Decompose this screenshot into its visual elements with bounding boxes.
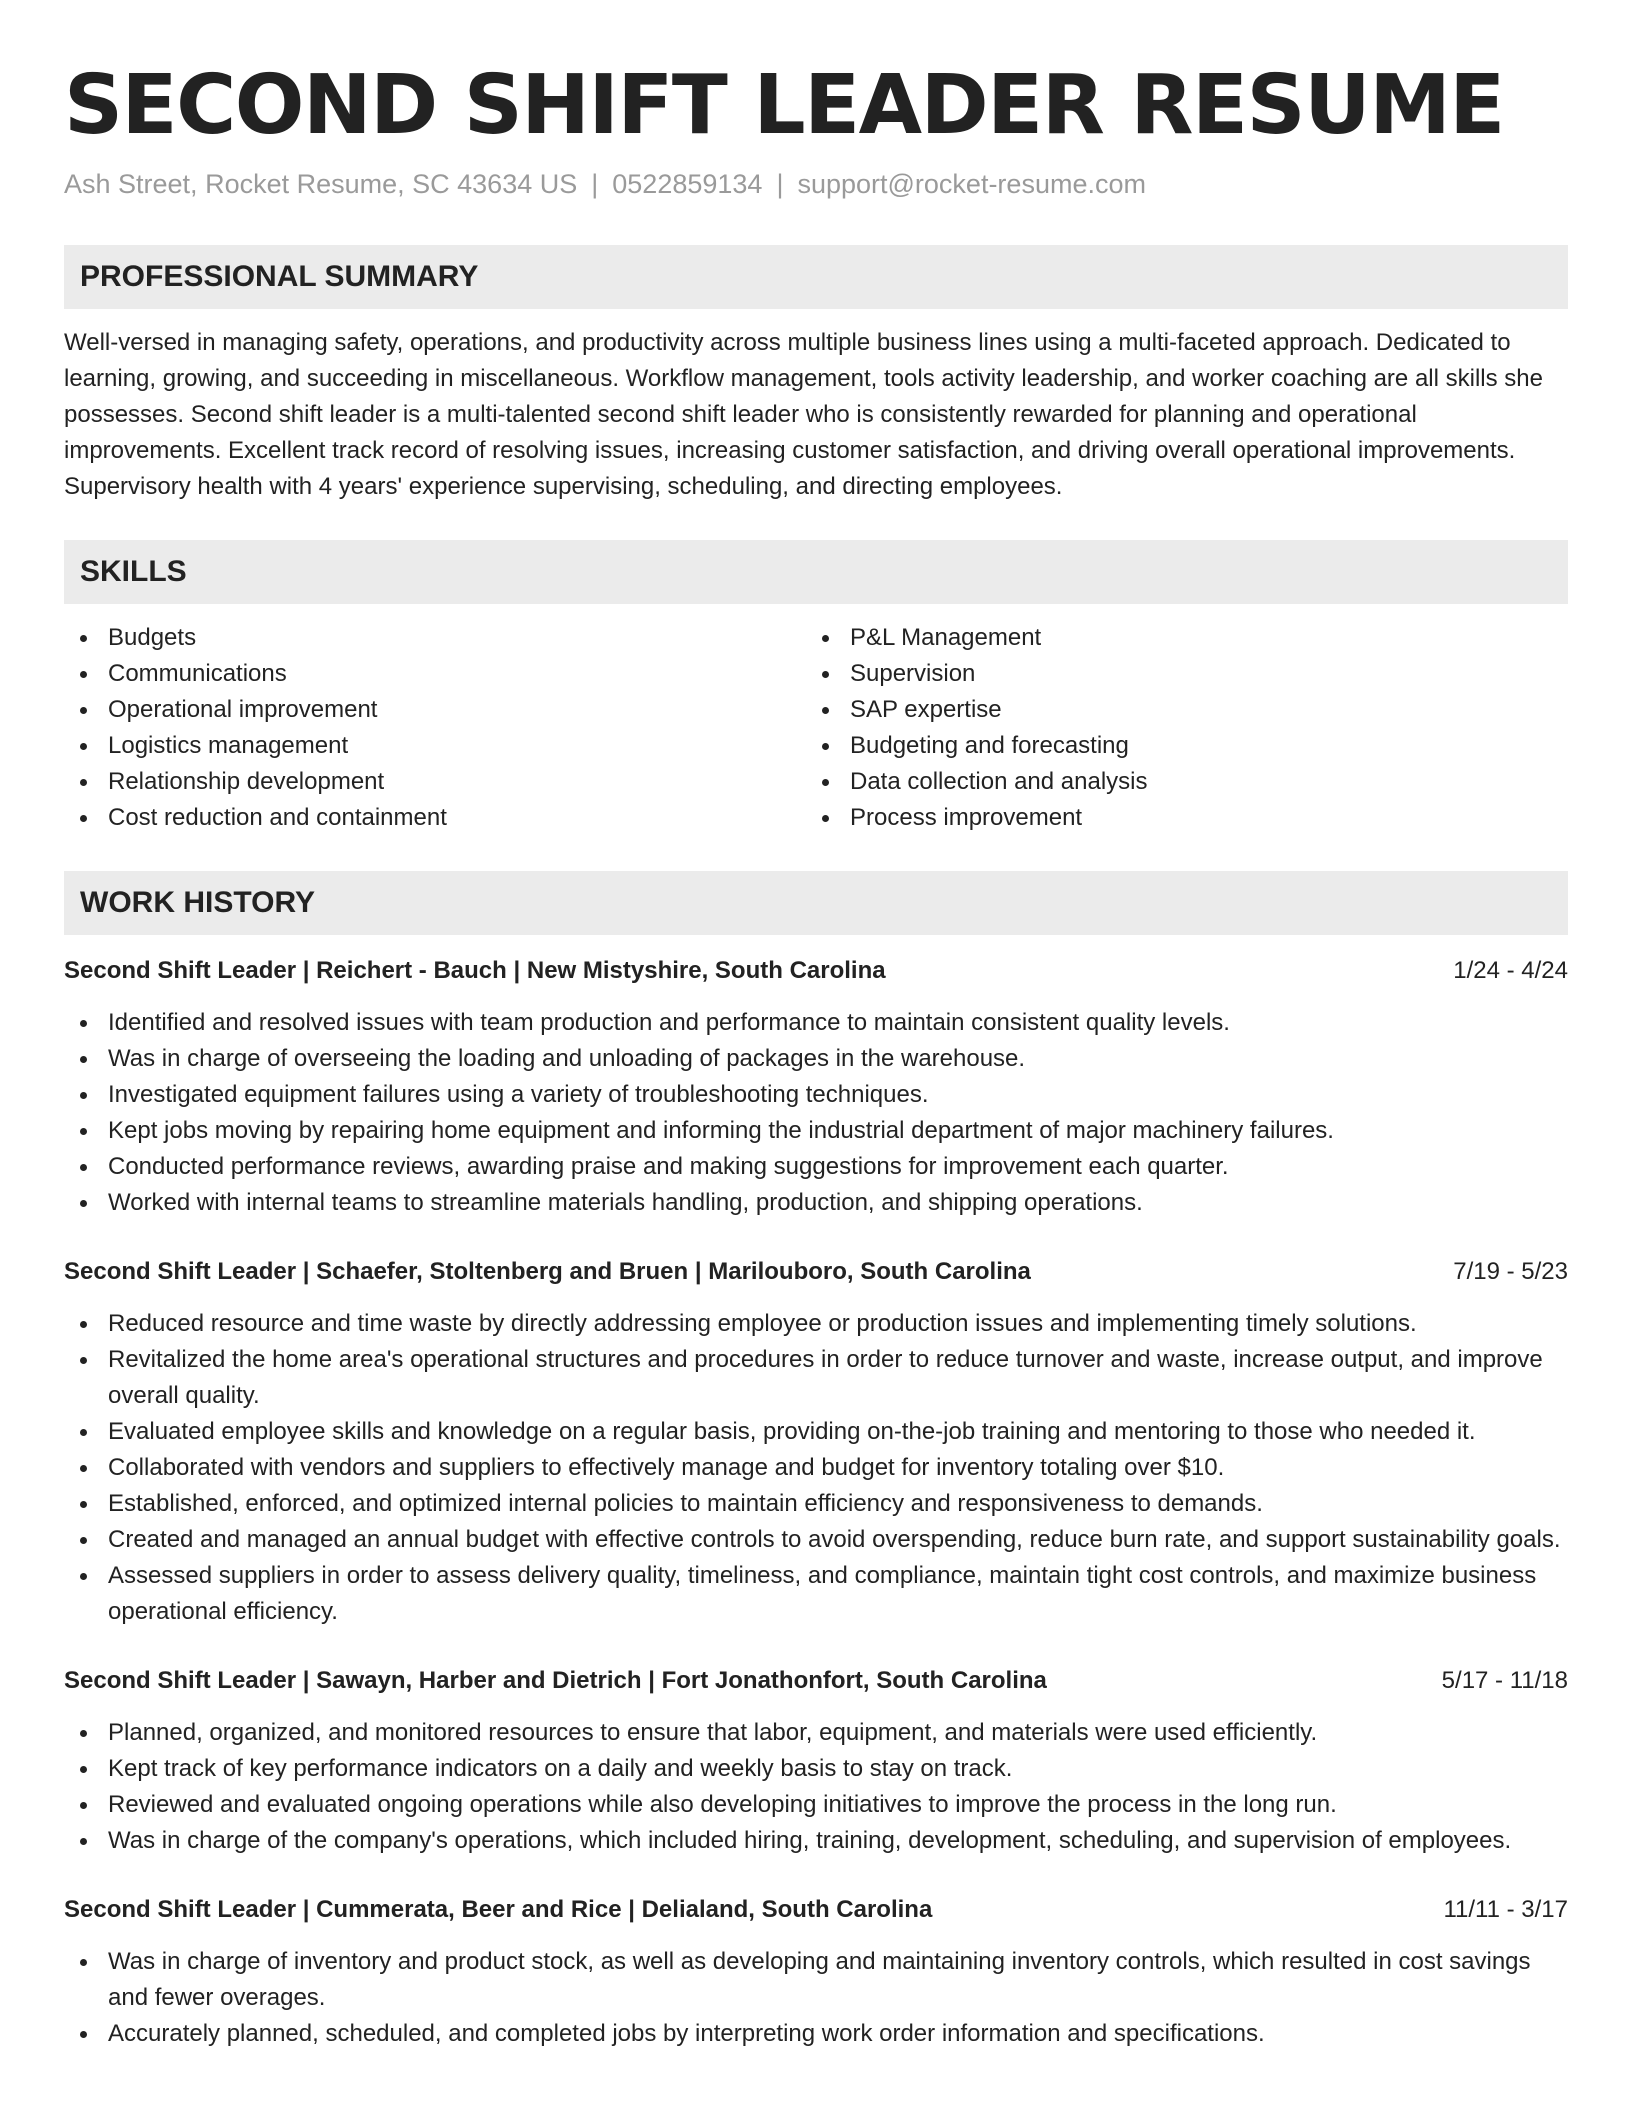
skills-list bbox=[64, 620, 1568, 836]
job-bullet: Planned, organized, and monitored resources to ensure that labor, equipment, and materials were used efficiently. bbox=[64, 1715, 1568, 1751]
skill-item: Relationship development bbox=[64, 764, 806, 800]
skill-item: SAP expertise bbox=[806, 692, 1548, 728]
summary-heading: PROFESSIONAL SUMMARY bbox=[64, 245, 1568, 309]
job-bullet: Identified and resolved issues with team production and performance to maintain consistent quality levels. bbox=[64, 1005, 1568, 1041]
job-entry bbox=[64, 1254, 1568, 1630]
job-bullet: Conducted performance reviews, awarding praise and making suggestions for improvement each quarter. bbox=[64, 1149, 1568, 1185]
job-title: Second Shift Leader | Cummerata, Beer and Rice | Delialand, South Carolina bbox=[64, 1896, 933, 1923]
work-history-heading: WORK HISTORY bbox=[64, 871, 1568, 935]
job-bullet: Revitalized the home area's operational structures and procedures in order to reduce turnover and waste, increase output, and improve overall quality. bbox=[64, 1342, 1568, 1414]
contact-email: support@rocket-resume.com bbox=[797, 169, 1146, 199]
job-entry bbox=[64, 1892, 1568, 2052]
job-bullet: Was in charge of the company's operations, which included hiring, training, development, scheduling, and supervision of employees. bbox=[64, 1823, 1568, 1859]
job-bullet: Was in charge of overseeing the loading and unloading of packages in the warehouse. bbox=[64, 1041, 1568, 1077]
job-bullet: Accurately planned, scheduled, and completed jobs by interpreting work order information and specifications. bbox=[64, 2016, 1568, 2052]
skills-column-left bbox=[64, 620, 806, 836]
job-bullet: Investigated equipment failures using a variety of troubleshooting techniques. bbox=[64, 1077, 1568, 1113]
skill-item: Budgets bbox=[64, 620, 806, 656]
job-dates: 7/19 - 5/23 bbox=[1453, 1258, 1568, 1285]
job-bullet: Kept jobs moving by repairing home equipment and informing the industrial department of major machinery failures. bbox=[64, 1113, 1568, 1149]
job-header bbox=[64, 953, 1568, 989]
job-bullets bbox=[64, 1005, 1568, 1221]
job-bullet: Evaluated employee skills and knowledge on a regular basis, providing on-the-job training and mentoring to those who needed it. bbox=[64, 1414, 1568, 1450]
skill-item: Data collection and analysis bbox=[806, 764, 1548, 800]
job-dates: 5/17 - 11/18 bbox=[1441, 1667, 1568, 1694]
job-title: Second Shift Leader | Schaefer, Stoltenberg and Bruen | Marilouboro, South Carolina bbox=[64, 1258, 1031, 1285]
skill-item: Cost reduction and containment bbox=[64, 800, 806, 836]
skills-column-right bbox=[806, 620, 1548, 836]
skill-item: Operational improvement bbox=[64, 692, 806, 728]
job-title: Second Shift Leader | Reichert - Bauch | New Mistyshire, South Carolina bbox=[64, 957, 886, 984]
contact-separator: | bbox=[591, 169, 599, 199]
contact-line bbox=[64, 166, 1568, 202]
job-bullet: Established, enforced, and optimized internal policies to maintain efficiency and responsiveness to demands. bbox=[64, 1486, 1568, 1522]
summary-text: Well-versed in managing safety, operations, and productivity across multiple business lines using a multi-faceted approach. Dedicated to learning, growing, and succeeding in miscellaneous. Workflow management, tools activity leadership, and worker coaching are all skills she possesses. Second shift leader is a multi-talented second shift leader who is consistently rewarded for planning and operational improvements. Excellent track record of resolving issues, increasing customer satisfaction, and driving overall operational improvements. Supervisory health with 4 years' experience supervising, scheduling, and directing employees. bbox=[64, 329, 1543, 500]
job-header bbox=[64, 1254, 1568, 1290]
skill-item: P&L Management bbox=[806, 620, 1548, 656]
job-dates: 11/11 - 3/17 bbox=[1443, 1896, 1568, 1923]
job-dates: 1/24 - 4/24 bbox=[1453, 957, 1568, 984]
job-header bbox=[64, 1663, 1568, 1699]
skills-heading: SKILLS bbox=[64, 540, 1568, 604]
skill-item: Logistics management bbox=[64, 728, 806, 764]
job-bullet: Assessed suppliers in order to assess delivery quality, timeliness, and compliance, maintain tight cost controls, and maximize business operational efficiency. bbox=[64, 1558, 1568, 1630]
job-bullets bbox=[64, 1944, 1568, 2052]
job-bullet: Was in charge of inventory and product stock, as well as developing and maintaining inventory controls, which resulted in cost savings and fewer overages. bbox=[64, 1944, 1568, 2016]
resume-title: SECOND SHIFT LEADER RESUME bbox=[64, 58, 1504, 153]
job-title: Second Shift Leader | Sawayn, Harber and Dietrich | Fort Jonathonfort, South Carolina bbox=[64, 1667, 1047, 1694]
skill-item: Process improvement bbox=[806, 800, 1548, 836]
skill-item: Budgeting and forecasting bbox=[806, 728, 1548, 764]
job-bullet: Reduced resource and time waste by directly addressing employee or production issues and implementing timely solutions. bbox=[64, 1306, 1568, 1342]
job-bullets bbox=[64, 1306, 1568, 1630]
skill-item: Communications bbox=[64, 656, 806, 692]
skill-item: Supervision bbox=[806, 656, 1548, 692]
job-bullets bbox=[64, 1715, 1568, 1859]
contact-phone: 0522859134 bbox=[612, 169, 763, 199]
job-bullet: Collaborated with vendors and suppliers to effectively manage and budget for inventory totaling over $10. bbox=[64, 1450, 1568, 1486]
job-entry bbox=[64, 953, 1568, 1221]
job-bullet: Reviewed and evaluated ongoing operations while also developing initiatives to improve the process in the long run. bbox=[64, 1787, 1568, 1823]
job-bullet: Worked with internal teams to streamline materials handling, production, and shipping operations. bbox=[64, 1185, 1568, 1221]
job-bullet: Created and managed an annual budget with effective controls to avoid overspending, reduce burn rate, and support sustainability goals. bbox=[64, 1522, 1568, 1558]
job-entry bbox=[64, 1663, 1568, 1859]
contact-separator: | bbox=[776, 169, 784, 199]
job-header bbox=[64, 1892, 1568, 1928]
contact-address: Ash Street, Rocket Resume, SC 43634 US bbox=[64, 169, 578, 199]
job-bullet: Kept track of key performance indicators on a daily and weekly basis to stay on track. bbox=[64, 1751, 1568, 1787]
